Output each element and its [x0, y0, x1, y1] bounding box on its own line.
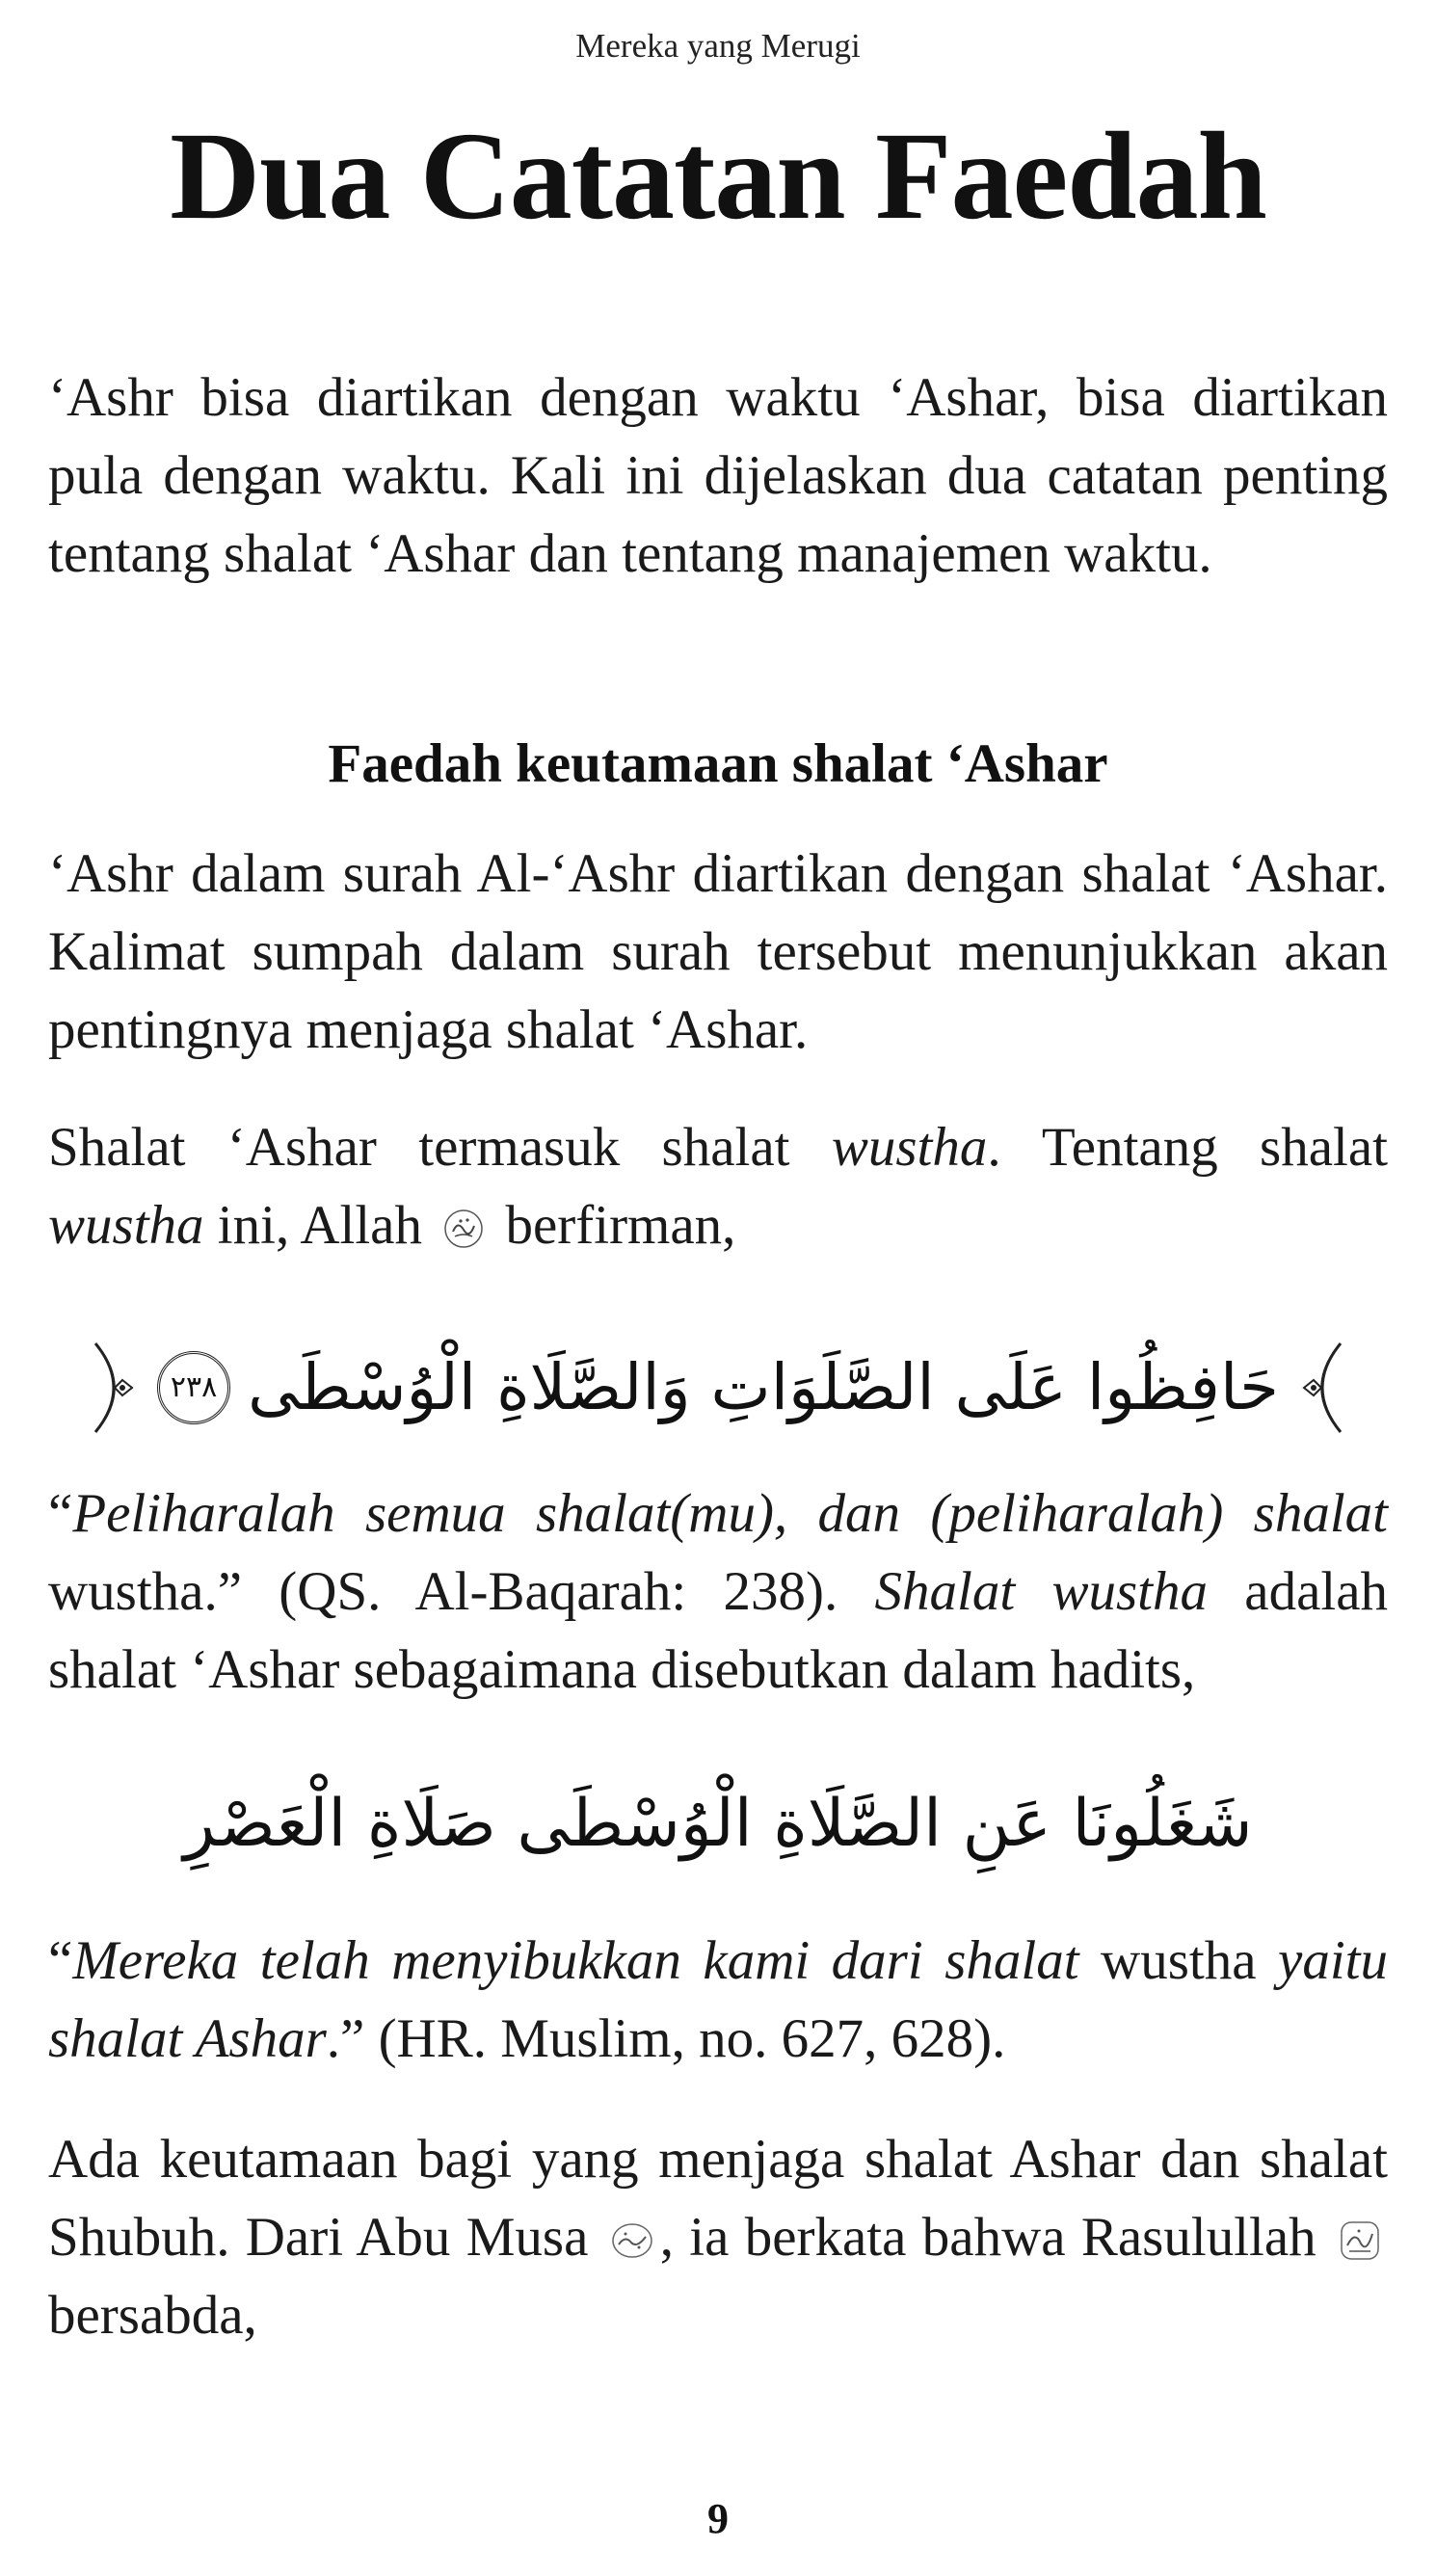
open-quote: “ — [48, 1483, 73, 1544]
ayah-number-medallion: ٢٣٨ — [157, 1351, 230, 1424]
intro-paragraph: ‘Ashr bisa diartikan dengan waktu ‘Ashar, bisa diartikan pula dengan waktu. Kali ini dijelaskan dua catatan penting tentang shalat ‘Ashar dan tentang manajemen waktu. — [48, 367, 1388, 584]
paragraph-4-rest: adalah shalat ‘Ashar sebagaimana disebutkan dalam hadits, — [48, 1561, 1389, 1700]
ornate-bracket-open-icon — [1296, 1340, 1350, 1436]
hadith-arabic: شَغَلُونَا عَنِ الصَّلَاةِ الْوُسْطَى صَلَاةِ الْعَصْرِ — [183, 1786, 1253, 1862]
chapter-title: Dua Catatan Faedah — [170, 107, 1266, 246]
page-number: 9 — [707, 2495, 729, 2542]
ayah-text: حَافِظُوا عَلَى الصَّلَوَاتِ وَالصَّلَاةِ الْوُسْطَى — [248, 1350, 1279, 1424]
radhiyallahu-anhu-calligraphy-icon — [610, 2218, 654, 2263]
verse-reference: wustha.” (QS. Al-Baqarah: 238). — [48, 1561, 875, 1622]
quran-verse — [0, 1335, 1436, 1441]
paragraph-6-text-1: Ada keutamaan bagi yang menjaga shalat Ashar dan shalat Shubuh. Dari Abu Musa — [48, 2129, 1388, 2268]
paragraph-3-text-3: ini, Allah — [203, 1195, 437, 1256]
wustha-term-1: wustha — [831, 1117, 988, 1178]
hadith-translation-2: yaitu shalat Ashar — [48, 1930, 1388, 2069]
wustha-term-2: wustha — [48, 1195, 204, 1256]
shallallahu-alaihi-wasallam-calligraphy-icon — [1338, 2218, 1382, 2263]
paragraph-2: ‘Ashr dalam surah Al-‘Ashr diartikan dengan shalat ‘Ashar. Kalimat sumpah dalam surah tersebut menunjukkan akan pentingnya menjaga shalat ‘Ashar. — [48, 843, 1388, 1060]
paragraph-6 — [48, 2120, 1388, 2354]
running-head: Mereka yang Merugi — [575, 27, 861, 65]
ornate-bracket-close-icon — [86, 1340, 140, 1436]
wustha-plain: wustha — [1078, 1930, 1279, 1991]
verse-translation: Peliharalah semua shalat(mu), dan (peliharalah) shalat — [72, 1483, 1388, 1544]
paragraph-6-text-3: bersabda, — [48, 2285, 257, 2346]
subhanahu-wa-taala-calligraphy-icon — [441, 1207, 486, 1251]
shalat-wustha-term: Shalat wustha — [874, 1561, 1208, 1622]
paragraph-3-text-2: . Tentang shalat — [987, 1117, 1388, 1178]
paragraph-3 — [48, 1108, 1388, 1264]
paragraph-4 — [48, 1474, 1388, 1709]
paragraph-3-text-4: berfirman, — [492, 1195, 736, 1256]
paragraph-3-text-1: Shalat ‘Ashar termasuk shalat — [48, 1117, 832, 1178]
hadith-translation-1: Mereka telah menyibukkan kami dari shalat — [72, 1930, 1079, 1991]
open-quote-2: “ — [48, 1930, 73, 1991]
section-subheading: Faedah keutamaan shalat ‘Ashar — [328, 733, 1108, 794]
paragraph-5 — [48, 1922, 1388, 2078]
paragraph-6-text-2: , ia berkata bahwa Rasulullah — [659, 2207, 1332, 2268]
hadith-reference: .” (HR. Muslim, no. 627, 628). — [326, 2008, 1006, 2069]
